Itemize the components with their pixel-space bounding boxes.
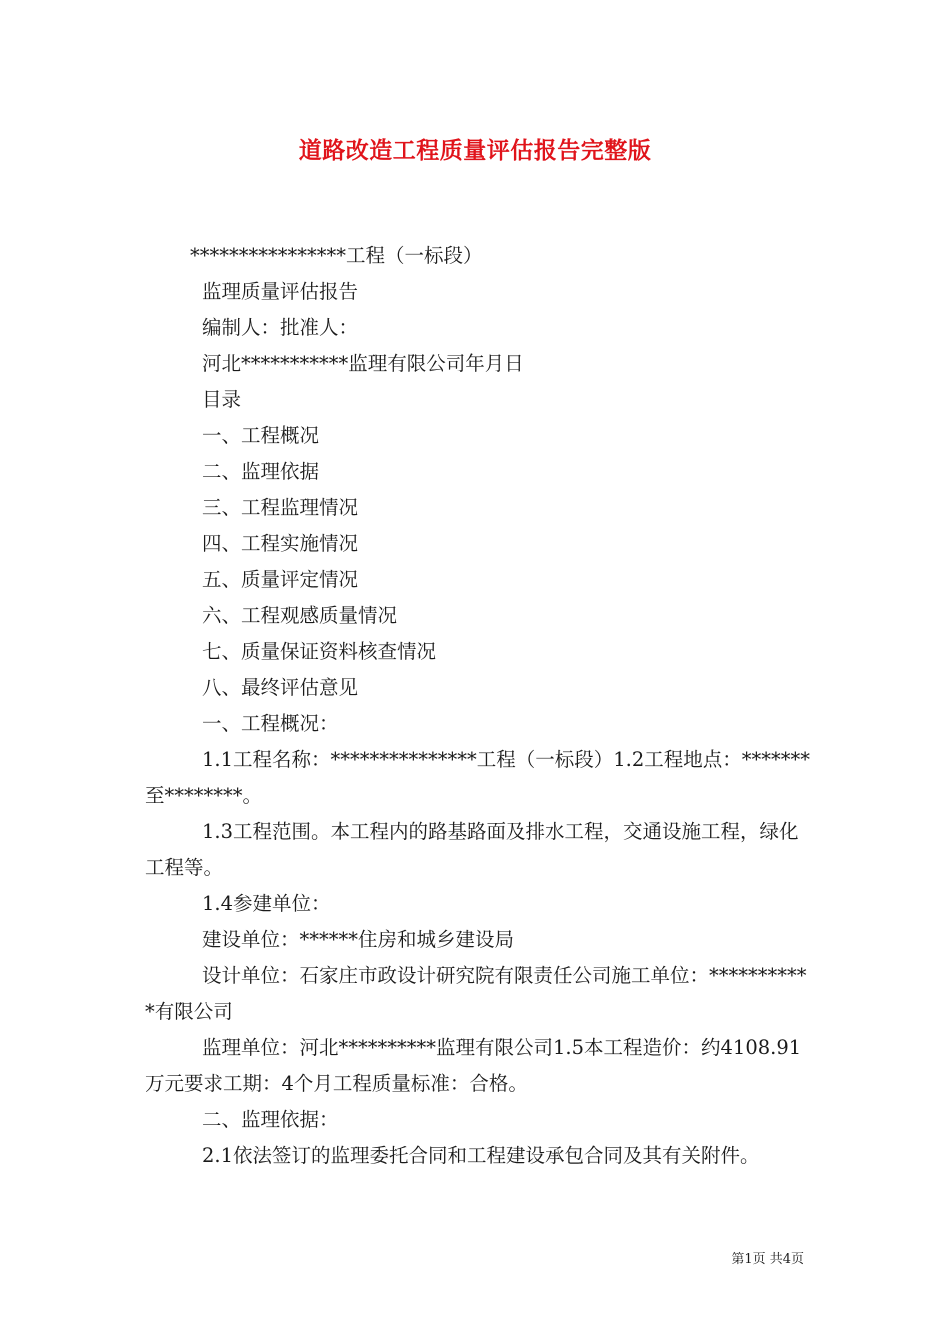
toc-item: 三、工程监理情况 xyxy=(202,496,359,519)
paragraph: 1.4参建单位： xyxy=(202,892,331,915)
paragraph-company-date: 河北***********监理有限公司年月日 xyxy=(202,352,524,375)
toc-heading: 目录 xyxy=(202,388,242,411)
document-title: 道路改造工程质量评估报告完整版 xyxy=(298,137,652,164)
section-heading: 二、监理依据： xyxy=(202,1108,339,1131)
paragraph-report-title: 监理质量评估报告 xyxy=(202,280,359,303)
document-body xyxy=(145,238,815,1174)
toc-item: 八、最终评估意见 xyxy=(202,676,359,699)
paragraph-project-name: ****************工程（一标段） xyxy=(190,244,483,267)
toc-item: 七、质量保证资料核查情况 xyxy=(202,640,437,663)
paragraph-editor-approver: 编制人：批准人： xyxy=(202,316,359,339)
toc-item: 一、工程概况 xyxy=(202,424,320,447)
toc-item: 四、工程实施情况 xyxy=(202,532,359,555)
paragraph: 建设单位：******住房和城乡建设局 xyxy=(202,928,515,951)
paragraph: 2.1依法签订的监理委托合同和工程建设承包合同及其有关附件。 xyxy=(202,1144,760,1167)
page-number-footer: 第1页 共4页 xyxy=(731,1252,804,1267)
section-heading: 一、工程概况： xyxy=(202,712,339,735)
paragraph: 设计单位：石家庄市政设计研究院有限责任公司施工单位：***********有限公司 xyxy=(145,964,807,1023)
toc-item: 六、工程观感质量情况 xyxy=(202,604,398,627)
paragraph: 1.3工程范围。本工程内的路基路面及排水工程，交通设施工程，绿化工程等。 xyxy=(145,820,799,879)
paragraph: 监理单位：河北**********监理有限公司1.5本工程造价：约4108.91万元要求工期：4个月工程质量标准：合格。 xyxy=(145,1036,802,1095)
toc-item: 五、质量评定情况 xyxy=(202,568,359,591)
toc-item: 二、监理依据 xyxy=(202,460,320,483)
paragraph: 1.1工程名称：***************工程（一标段）1.2工程地点：*******至********。 xyxy=(145,748,811,807)
